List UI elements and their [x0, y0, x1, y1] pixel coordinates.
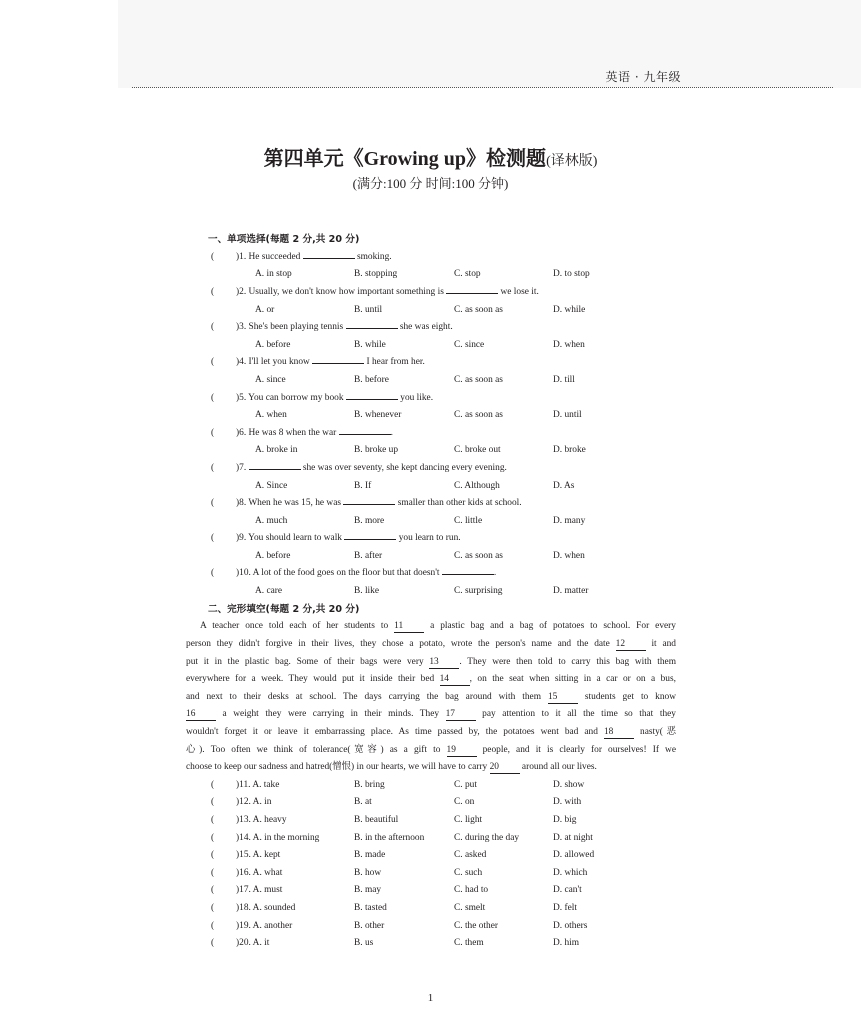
page-title	[0, 142, 861, 171]
cloze-option-c: C. on	[454, 797, 475, 808]
cloze-option-a: 11. A. take	[239, 779, 280, 790]
passage-text: choose to keep our sadness and hatred(憎恨) in our hearts, we will have to carry	[186, 762, 490, 773]
passage-text: it and	[645, 639, 676, 650]
options-row	[186, 372, 676, 390]
cloze-blank-number: 17	[446, 709, 476, 721]
option-b: B. more	[354, 515, 385, 526]
title-sub: (译林版)	[546, 154, 598, 169]
title-main: 第四单元《Growing up》检测题	[263, 148, 547, 170]
question-stem-post: you learn to run.	[396, 533, 461, 544]
cloze-option-b: B. at	[354, 797, 372, 808]
cloze-option-a: 18. A. sounded	[239, 902, 296, 913]
answer-paren-open: (	[211, 568, 215, 579]
passage-text: a weight they were carrying in their minds. They	[216, 709, 446, 720]
option-d: D. till	[553, 374, 575, 385]
options-row	[186, 442, 676, 460]
answer-paren-open: (	[211, 867, 215, 878]
cloze-option-d: D. with	[553, 797, 582, 808]
passage-text: people, and it is clearly for ourselves! If we	[476, 744, 676, 755]
question-text	[236, 354, 425, 372]
passage-text: a plastic bag and a bag of potatoes to school. For every	[424, 621, 676, 632]
cloze-option-d: D. allowed	[553, 850, 595, 861]
answer-paren-close: )	[236, 427, 240, 438]
option-a: A. when	[255, 410, 287, 421]
question-stem-post: she was eight.	[397, 322, 453, 333]
cloze-option-d: D. him	[553, 938, 580, 949]
option-d: D. broke	[553, 445, 586, 456]
answer-paren-open: (	[211, 357, 215, 368]
answer-paren-open: (	[211, 832, 215, 843]
cloze-blank-number: 19	[447, 745, 477, 757]
option-c: C. as soon as	[454, 304, 503, 315]
answer-paren-open: (	[211, 938, 215, 949]
passage-text: , on the seat when sitting in a car or on a bus,	[469, 674, 676, 685]
option-c: C. as soon as	[454, 410, 503, 421]
answer-paren-open: (	[211, 251, 215, 262]
answer-paren-close: )	[236, 462, 240, 473]
cloze-option-c: C. them	[454, 938, 484, 949]
question-text	[236, 249, 392, 267]
options-row	[186, 478, 676, 496]
cloze-option-b: B. bring	[354, 779, 385, 790]
option-b: B. If	[354, 480, 372, 491]
option-b: B. broke up	[354, 445, 399, 456]
question-stem-post: smoking.	[354, 251, 392, 262]
cloze-option-c: C. put	[454, 779, 477, 790]
option-c: C. since	[454, 339, 485, 350]
options-row	[186, 407, 676, 425]
answer-paren-close: )	[236, 568, 240, 579]
header-divider	[132, 87, 833, 88]
question-stem-pre: 1. He succeeded	[239, 251, 303, 262]
cloze-option-d: D. show	[553, 779, 585, 790]
exam-content	[186, 231, 676, 953]
passage-line	[186, 671, 676, 689]
answer-paren-close: )	[236, 815, 240, 825]
question-text	[236, 284, 539, 302]
answer-paren-open: (	[211, 797, 215, 808]
cloze-option-a: 17. A. must	[239, 885, 283, 896]
passage-line	[186, 636, 676, 654]
question-text	[236, 565, 496, 583]
answer-paren-open: (	[211, 462, 215, 473]
options-row	[186, 583, 676, 601]
passage-line	[186, 724, 676, 742]
option-d: D. to stop	[553, 269, 590, 280]
header-band	[118, 0, 861, 88]
question-stem-pre: 8. When he was 15, he was	[239, 498, 344, 509]
option-a: A. since	[255, 374, 286, 385]
cloze-question-num	[236, 865, 282, 883]
options-row	[186, 302, 676, 320]
passage-line	[186, 706, 676, 724]
answer-blank	[442, 565, 494, 575]
cloze-question-num	[236, 812, 287, 830]
cloze-option-b: B. may	[354, 885, 382, 896]
cloze-option-c: C. smelt	[454, 902, 486, 913]
cloze-question-row	[186, 830, 676, 848]
cloze-option-a: 13. A. heavy	[239, 815, 287, 825]
passage-line	[186, 742, 676, 760]
cloze-question-row	[186, 812, 676, 830]
cloze-blank-number: 12	[616, 639, 646, 651]
option-a: A. before	[255, 550, 291, 561]
passage-text: and next to their desks at school. The days carrying the bag around with them	[186, 691, 548, 702]
answer-paren-close: )	[236, 885, 240, 896]
cloze-option-d: D. felt	[553, 902, 577, 913]
question-text	[236, 319, 453, 337]
cloze-blank-number: 18	[604, 727, 634, 739]
cloze-question-row	[186, 847, 676, 865]
answer-paren-open: (	[211, 286, 215, 297]
question-stem-pre: 5. You can borrow my book	[239, 392, 346, 403]
answer-paren-close: )	[236, 357, 240, 368]
question-stem-post: you like.	[397, 392, 434, 403]
cloze-blank-number: 15	[548, 692, 578, 704]
answer-blank	[346, 390, 398, 400]
passage-text: everywhere for a week. They would put it inside their bed	[186, 674, 440, 685]
question-row	[186, 460, 676, 478]
options-row	[186, 266, 676, 284]
passage-line	[186, 654, 676, 672]
answer-blank	[346, 319, 398, 329]
answer-blank	[303, 249, 355, 259]
passage-text: . They were then told to carry this bag with them	[459, 656, 676, 667]
cloze-blank-number: 20	[490, 762, 520, 774]
cloze-question-num	[236, 830, 319, 848]
passage-line	[186, 618, 676, 636]
cloze-question-row	[186, 882, 676, 900]
option-d: D. while	[553, 304, 586, 315]
answer-paren-close: )	[236, 251, 240, 262]
section1-heading: 一、单项选择(每题 2 分,共 20 分)	[208, 234, 360, 245]
cloze-question-row	[186, 918, 676, 936]
cloze-option-d: D. big	[553, 815, 577, 825]
option-a: A. much	[255, 515, 288, 526]
option-d: D. when	[553, 339, 585, 350]
cloze-option-d: D. can't	[553, 885, 582, 896]
answer-paren-close: )	[236, 322, 240, 333]
answer-paren-close: )	[236, 920, 240, 931]
option-b: B. before	[354, 374, 389, 385]
passage-text: wouldn't forget it or leave it embarrassing place. As time passed by, the potatoes went bad and	[186, 727, 604, 738]
passage-text: A teacher once told each of her students to	[200, 621, 395, 632]
answer-paren-close: )	[236, 867, 240, 878]
question-stem-pre: 2. Usually, we don't know how important something is	[239, 286, 447, 297]
option-d: D. until	[553, 410, 582, 421]
question-row	[186, 249, 676, 267]
cloze-option-c: C. light	[454, 815, 483, 825]
answer-paren-open: (	[211, 498, 215, 509]
passage-text: students get to know	[577, 691, 677, 702]
option-c: C. Although	[454, 480, 500, 491]
cloze-option-d: D. which	[553, 867, 588, 878]
answer-paren-close: )	[236, 832, 240, 843]
question-stem-post: we lose it.	[498, 286, 539, 297]
answer-paren-open: (	[211, 392, 215, 403]
section2-heading: 二、完形填空(每题 2 分,共 20 分)	[208, 603, 360, 615]
cloze-blank-number: 13	[429, 657, 459, 669]
cloze-question-num	[236, 935, 269, 953]
cloze-blank-number: 11	[394, 621, 424, 633]
answer-blank	[343, 495, 395, 505]
option-c: C. as soon as	[454, 374, 503, 385]
cloze-question-row	[186, 777, 676, 795]
answer-blank	[446, 284, 498, 294]
answer-paren-open: (	[211, 815, 215, 825]
passage-text: pay attention to it all the time so that they	[475, 709, 676, 720]
option-a: A. or	[255, 304, 275, 315]
cloze-question-num	[236, 882, 282, 900]
question-row	[186, 284, 676, 302]
cloze-option-b: B. made	[354, 850, 386, 861]
answer-paren-close: )	[236, 498, 240, 509]
cloze-blank-number: 16	[186, 709, 216, 721]
cloze-question-num	[236, 900, 295, 918]
answer-paren-open: (	[211, 533, 215, 544]
question-text	[236, 390, 433, 408]
question-stem-post: .	[390, 427, 393, 438]
cloze-question-num	[236, 847, 280, 865]
answer-blank	[339, 425, 391, 435]
question-stem-pre: 9. You should learn to walk	[239, 533, 345, 544]
section1-questions	[186, 249, 676, 601]
option-b: B. while	[354, 339, 386, 350]
cloze-option-c: C. during the day	[454, 832, 520, 843]
cloze-option-b: B. beautiful	[354, 815, 399, 825]
option-d: D. when	[553, 550, 585, 561]
cloze-option-a: 15. A. kept	[239, 850, 281, 861]
cloze-option-b: B. how	[354, 867, 382, 878]
passage-line	[186, 759, 676, 777]
cloze-question-row	[186, 794, 676, 812]
answer-paren-open: (	[211, 427, 215, 438]
cloze-option-a: 12. A. in	[239, 797, 272, 808]
question-stem-pre: 6. He was 8 when the war	[239, 427, 339, 438]
question-stem-post: I hear from her.	[364, 357, 425, 368]
score-time-line: (满分:100 分 时间:100 分钟)	[352, 176, 509, 191]
options-row	[186, 337, 676, 355]
cloze-option-a: 14. A. in the morning	[239, 832, 320, 843]
answer-paren-close: )	[236, 533, 240, 544]
cloze-option-a: 20. A. it	[239, 938, 270, 949]
answer-paren-close: )	[236, 797, 240, 808]
cloze-option-c: C. such	[454, 867, 483, 878]
passage-text: nasty(恶	[633, 727, 676, 738]
option-c: C. surprising	[454, 586, 503, 597]
question-row	[186, 354, 676, 372]
question-text	[236, 425, 393, 443]
question-row	[186, 425, 676, 443]
cloze-blank-number: 14	[440, 674, 470, 686]
answer-paren-close: )	[236, 938, 240, 949]
cloze-option-d: D. at night	[553, 832, 593, 843]
question-row	[186, 390, 676, 408]
question-stem-pre: 4. I'll let you know	[239, 357, 313, 368]
passage-line	[186, 689, 676, 707]
answer-paren-open: (	[211, 322, 215, 333]
passage-text: put it in the plastic bag. Some of their bags were very	[186, 656, 430, 667]
answer-paren-close: )	[236, 286, 240, 297]
question-row	[186, 565, 676, 583]
cloze-option-a: 19. A. another	[239, 920, 293, 931]
option-a: A. Since	[255, 480, 288, 491]
answer-paren-close: )	[236, 902, 240, 913]
cloze-question-num	[236, 918, 292, 936]
option-a: A. before	[255, 339, 291, 350]
option-c: C. stop	[454, 269, 481, 280]
question-row	[186, 530, 676, 548]
cloze-question-row	[186, 935, 676, 953]
passage-text: 心). Too often we think of tolerance(宽容) as a gift to	[186, 744, 447, 755]
option-d: D. matter	[553, 586, 589, 597]
option-a: A. broke in	[255, 445, 298, 456]
cloze-option-a: 16. A. what	[239, 867, 283, 878]
question-stem-pre: 3. She's been playing tennis	[239, 322, 346, 333]
cloze-question-num	[236, 794, 271, 812]
option-b: B. after	[354, 550, 383, 561]
answer-paren-open: (	[211, 885, 215, 896]
option-a: A. care	[255, 586, 283, 597]
answer-blank	[344, 530, 396, 540]
cloze-option-b: B. us	[354, 938, 374, 949]
page-number: 1	[427, 992, 434, 1004]
cloze-passage	[186, 618, 676, 776]
question-stem-post: she was over seventy, she kept dancing every evening.	[300, 462, 507, 473]
option-c: C. broke out	[454, 445, 501, 456]
answer-paren-close: )	[236, 779, 240, 790]
answer-paren-close: )	[236, 392, 240, 403]
cloze-option-c: C. asked	[454, 850, 487, 861]
cloze-option-c: C. the other	[454, 920, 499, 931]
option-a: A. in stop	[255, 269, 292, 280]
question-text	[236, 530, 461, 548]
option-b: B. whenever	[354, 410, 402, 421]
options-row	[186, 548, 676, 566]
section2-questions	[186, 777, 676, 953]
cloze-question-row	[186, 865, 676, 883]
option-c: C. as soon as	[454, 550, 503, 561]
question-stem-pre: 10. A lot of the food goes on the floor but that doesn't	[239, 568, 442, 579]
cloze-question-row	[186, 900, 676, 918]
passage-text: around all our lives.	[519, 762, 597, 773]
cloze-option-d: D. others	[553, 920, 588, 931]
cloze-option-b: B. tasted	[354, 902, 387, 913]
question-stem-post: .	[493, 568, 497, 579]
answer-blank	[312, 354, 364, 364]
options-row	[186, 513, 676, 531]
option-d: D. many	[553, 515, 586, 526]
question-row	[186, 319, 676, 337]
cloze-option-b: B. other	[354, 920, 385, 931]
question-text	[236, 460, 507, 478]
cloze-option-b: B. in the afternoon	[354, 832, 425, 843]
answer-paren-open: (	[211, 920, 215, 931]
cloze-option-c: C. had to	[454, 885, 489, 896]
option-b: B. stopping	[354, 269, 398, 280]
cloze-question-num	[236, 777, 279, 795]
header-label: 英语 · 九年级	[605, 70, 681, 84]
passage-text: person they didn't forgive in their lives, they chose a potato, wrote the person's name and the date	[186, 639, 616, 650]
option-b: B. until	[354, 304, 383, 315]
answer-paren-open: (	[211, 902, 215, 913]
question-stem-pre: 7.	[239, 462, 249, 473]
option-c: C. little	[454, 515, 483, 526]
question-text	[236, 495, 522, 513]
answer-paren-close: )	[236, 850, 240, 861]
question-stem-post: smaller than other kids at school.	[395, 498, 522, 509]
answer-blank	[249, 460, 301, 470]
option-b: B. like	[354, 586, 379, 597]
option-d: D. As	[553, 480, 575, 491]
question-row	[186, 495, 676, 513]
answer-paren-open: (	[211, 850, 215, 861]
answer-paren-open: (	[211, 779, 215, 790]
